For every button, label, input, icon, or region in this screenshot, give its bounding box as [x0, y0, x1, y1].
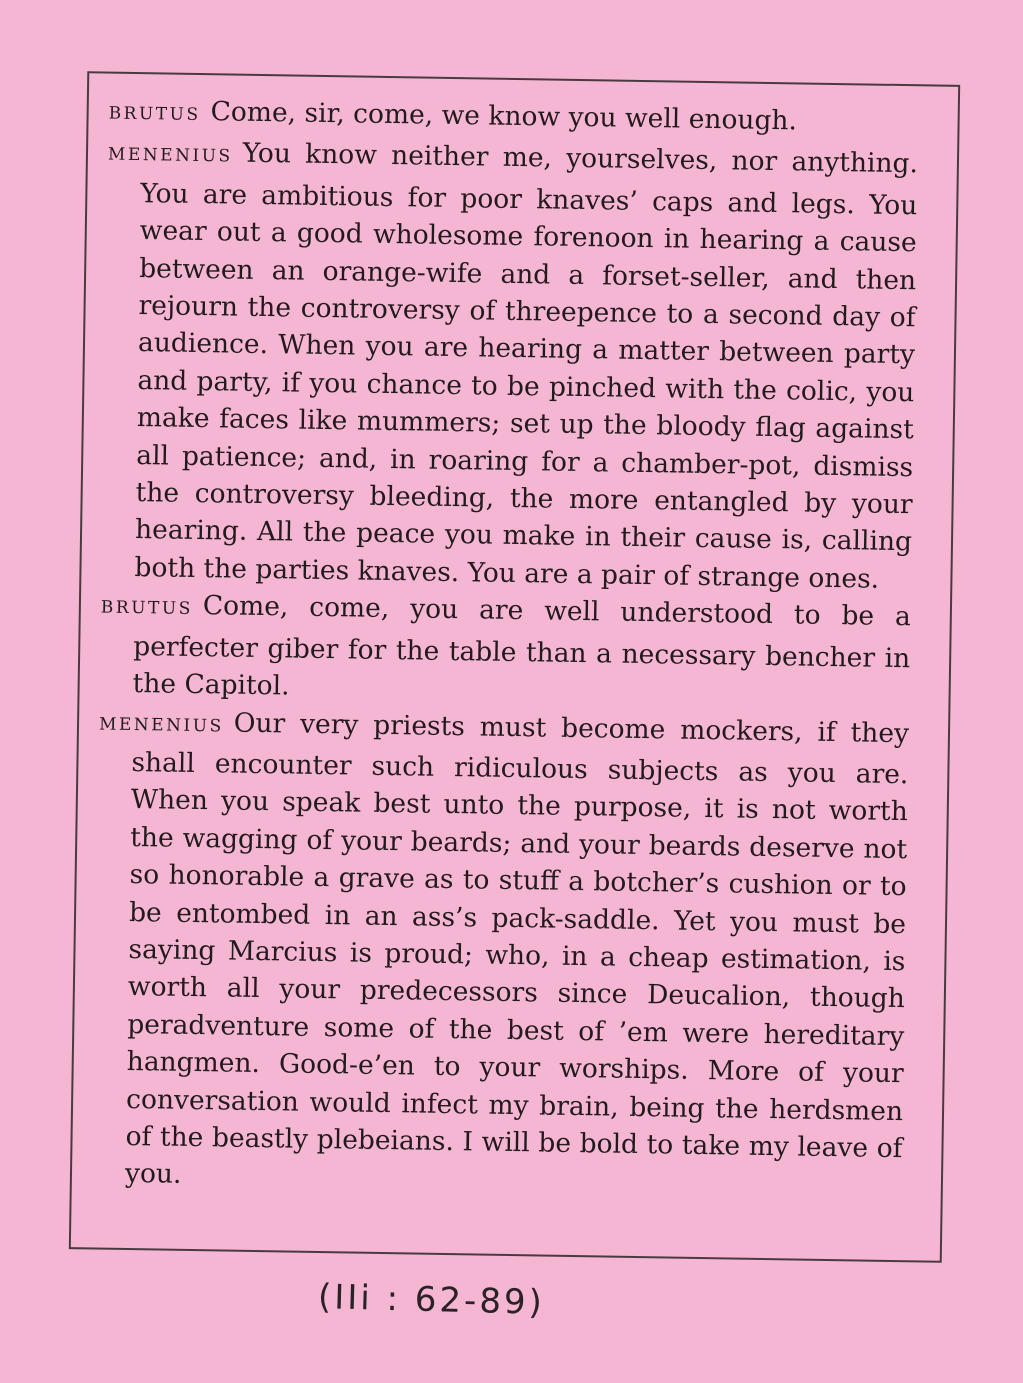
play-excerpt	[92, 92, 919, 1205]
speech-menenius-1	[101, 133, 918, 599]
speaker-name: BRUTUS	[100, 597, 193, 620]
handwritten-citation: (IIi : 62-89)	[317, 1277, 546, 1323]
speech-text: Come, come, you are well understood to be a perfecter giber for the table than a necessary bencher in the Capitol.	[132, 590, 912, 702]
speaker-name: MENENIUS	[107, 144, 233, 167]
speaker-name: MENENIUS	[98, 713, 224, 736]
speech-text: Our very priests must become mockers, if they shall encounter such ridiculous subjects as you are. When you speak best unto the purpose, it is not worth the wagging of your beards; and your beards deserve not so honorable a grave as to stuff a botcher’s cushion or to be entombed in an ass’s pack-saddle. Yet you must be saying Marcius is proud; who, in a cheap estimation, is worth all your predecessors since Deucalion, though peradventure some of the best of ’em were hereditary hangmen. Good-e’en to your worships. More of your conversation would infect my brain, being the herdsmen of the beastly plebeians. I will be bold to take my leave of you.	[124, 707, 910, 1191]
speech-text: Come, sir, come, we know you well enough.	[210, 96, 798, 137]
speech-menenius-2	[92, 702, 910, 1205]
speech-text: You know neither me, yourselves, nor anything. You are ambitious for poor knaves’ caps and legs. You wear out a good wholesome forenoon in hearing a cause between an orange-wife and a forset-seller, and then rejourn the controversy of threepence to a second day of audience. When you are hearing a matter between party and party, if you chance to be pinched with the colic, you make faces like mummers; set up the bloody flag against all patience; and, in roaring for a chamber-pot, dismiss the controversy bleeding, the more entangled by your hearing. All the peace you make in their cause is, calling both the parties knaves. You are a pair of strange ones.	[134, 138, 919, 595]
text-frame	[69, 71, 960, 1263]
speech-brutus-2	[99, 586, 911, 715]
speaker-name: BRUTUS	[108, 103, 201, 125]
